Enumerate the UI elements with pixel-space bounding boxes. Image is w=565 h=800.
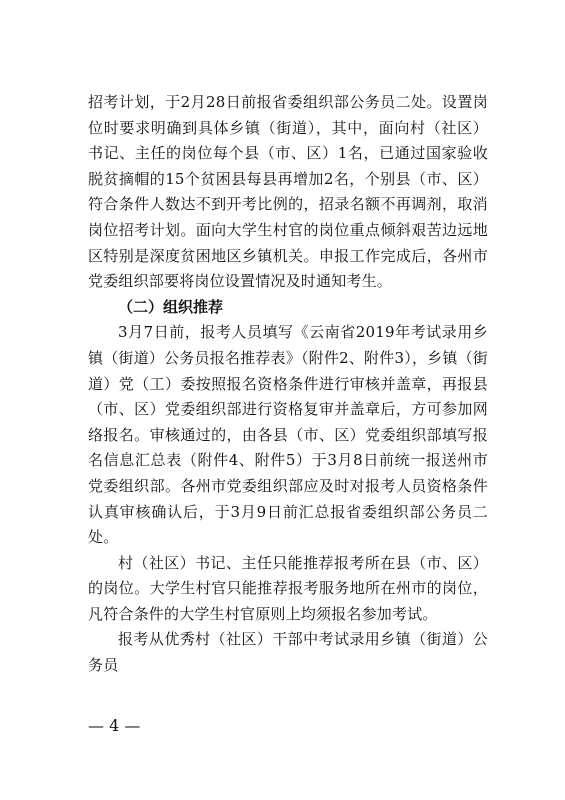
paragraph-eligibility-scope: 村（社区）书记、主任只能推荐报考所在县（市、区）的岗位。大学生村官只能推荐报考服务地所在州市的岗位，凡符合条件的大学生村官原则上均须报名参加考试。 <box>88 553 488 623</box>
page-number: — 4 — <box>88 716 141 735</box>
paragraph-excellent-cadres: 报考从优秀村（社区）干部中考试录用乡镇（街道）公务员 <box>88 630 488 675</box>
paragraph-recruitment-plan: 招考计划，于2月28日前报省委组织部公务员二处。设置岗位时要求明确到具体乡镇（街道），其中，面向村（社区）书记、主任的岗位每个县（市、区）1名，已通过国家验收脱贫摘帽的15个贫困县每县再增加2名，个别县（市、区）符合条件人数达不到开考比例的，招录名额不再调剂，取消岗位招考计划。面向大学生村官的岗位重点倾斜艰苦边远地区特别是深度贫困地区乡镇机关。申报工作完成后，各州市党委组织部要将岗位设置情况及时通知考生。 <box>88 93 488 291</box>
paragraph-recommendation-procedure: 3月7日前，报考人员填写《云南省2019年考试录用乡镇（街道）公务员报名推荐表》（附件2、附件3），乡镇（街道）党（工）委按照报名资格条件进行审核并盖章，再报县（市、区）党委组织部进行资格复审并盖章后，方可参加网络报名。审核通过的，由各县（市、区）党委组织部填写报名信息汇总表（附件4、附件5）于3月8日前统一报送州市党委组织部。各州市党委组织部应及时对报考人员资格条件认真审核确认后，于3月9日前汇总报省委组织部公务员二处。 <box>88 323 488 547</box>
document-body <box>88 90 488 679</box>
section-heading-organization-recommendation: （二）组织推荐 <box>118 297 224 316</box>
